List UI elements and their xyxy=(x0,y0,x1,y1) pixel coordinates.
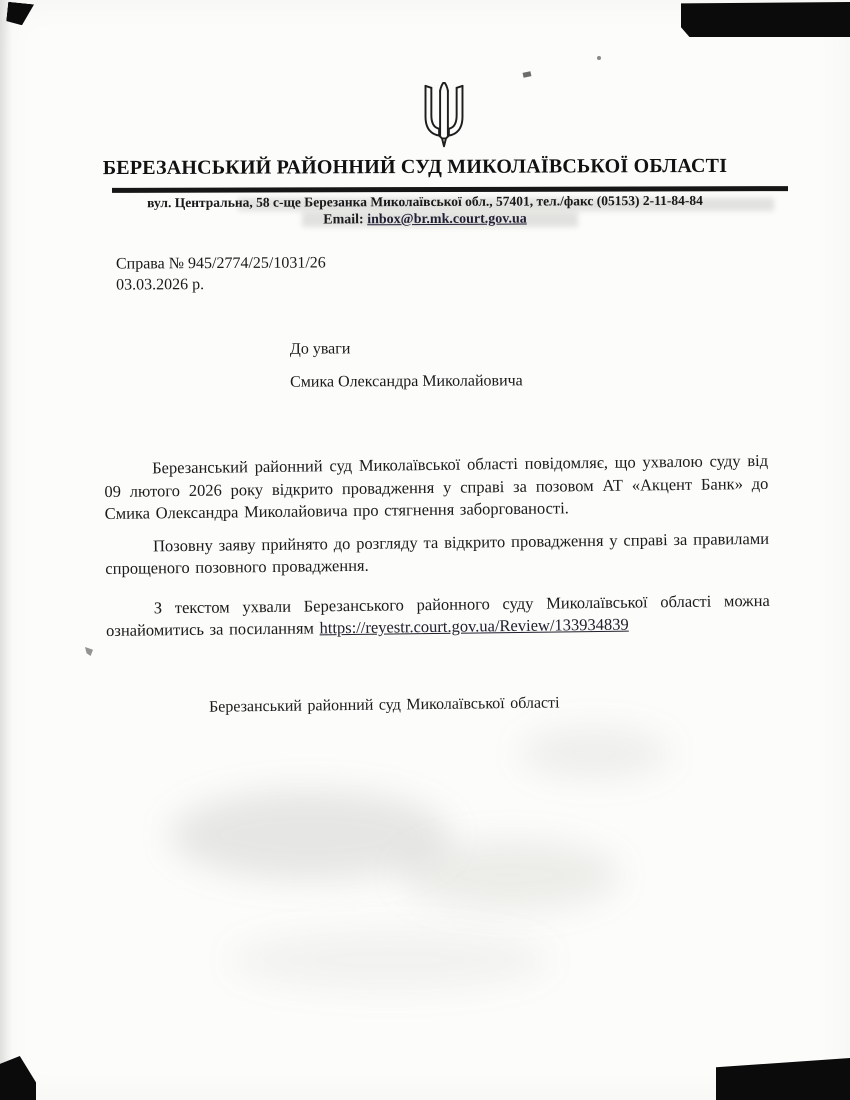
trident-emblem xyxy=(416,82,472,154)
scan-speck xyxy=(523,71,532,78)
scan-smudge xyxy=(400,840,620,910)
paragraph-opening: Березанський районний суд Миколаївської області повідомляє, що ухвалою суду від 09 лютого 2026 року відкрито провадження у справі за позовом АТ «Акцент Банк» до Смика Олександра Миколайовича про стягнення заборгованості. xyxy=(104,450,769,523)
scan-artifact-top-right xyxy=(681,2,850,37)
paragraph-link xyxy=(106,589,771,642)
scan-speck xyxy=(597,56,601,60)
scan-smudge xyxy=(230,930,550,990)
case-number: Справа № 945/2774/25/1031/26 xyxy=(115,254,326,273)
email-link[interactable]: inbox@br.mk.court.gov.ua xyxy=(367,211,527,228)
case-date: 03.03.2026 р. xyxy=(116,276,205,294)
email-label: Email: xyxy=(323,212,368,228)
signature-line: Березанський районний суд Миколаївської області xyxy=(208,693,560,716)
scan-edge-shadow xyxy=(0,0,12,1100)
scan-artifact-bottom-left xyxy=(0,1056,36,1100)
paragraph-link-text: З текстом ухвали Березанського районного суду Миколаївської області можна ознайомитись за посиланням xyxy=(105,590,770,640)
court-address: вул. Центральна, 58 с-ще Березанка Миколаївської обл., 57401, тел./факс (05153) 2-11-84-84 xyxy=(147,192,703,211)
court-name-title: БЕРЕЗАНСЬКИЙ РАЙОННИЙ СУД МИКОЛАЇВСЬКОЇ ОБЛАСТІ xyxy=(102,154,728,180)
letter-body xyxy=(104,450,771,720)
email-line xyxy=(85,211,765,230)
header-divider xyxy=(112,186,788,192)
scan-speck xyxy=(85,647,93,656)
recipient-name: Смика Олександра Миколайовича xyxy=(290,372,523,391)
attention-label: До уваги xyxy=(289,340,351,358)
case-info-block xyxy=(116,252,326,295)
review-link[interactable]: https://reyestr.court.gov.ua/Review/133934839 xyxy=(319,614,629,638)
scan-smudge xyxy=(520,728,670,778)
recipient-block xyxy=(290,339,523,391)
paragraph-procedure: Позовну заяву прийнято до розгляду та відкрито провадження у справі за правилами спрощеного позовного провадження. xyxy=(105,528,770,578)
scan-artifact-bottom-right xyxy=(716,1058,850,1100)
